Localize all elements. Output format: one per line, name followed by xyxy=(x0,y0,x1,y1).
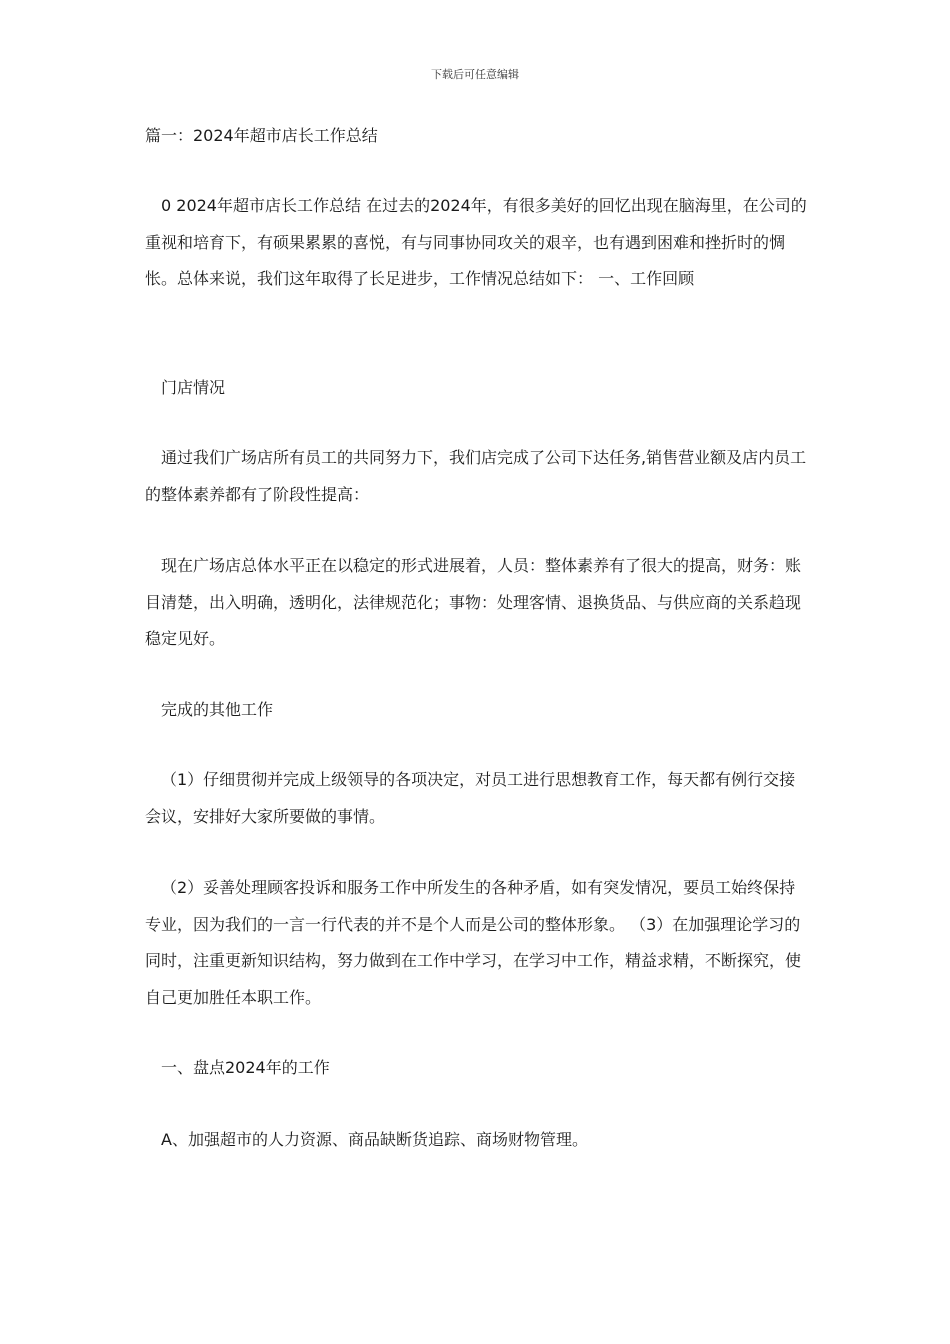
section-heading-other-work: 完成的其他工作 xyxy=(161,700,274,719)
section-heading-store: 门店情况 xyxy=(161,378,226,397)
section-heading-review: 一、盘点2024年的工作 xyxy=(161,1058,330,1077)
item-1-paragraph: （1）仔细贯彻并完成上级领导的各项决定，对员工进行思想教育工作，每天都有例行交接会议，安排好大家所要做的事情。 xyxy=(145,770,796,826)
store-paragraph: 通过我们广场店所有员工的共同努力下，我们店完成了公司下达任务,销售营业额及店内员工的整体素养都有了阶段性提高： xyxy=(145,448,807,504)
item-a-paragraph: A、加强超市的人力资源、商品缺断货追踪、商场财物管理。 xyxy=(161,1130,588,1149)
document-title: 篇一：2024年超市店长工作总结 xyxy=(145,126,378,145)
level-paragraph: 现在广场店总体水平正在以稳定的形式进展着，人员：整体素养有了很大的提高，财务：账目清楚，出入明确，透明化，法律规范化；事物：处理客情、退换货品、与供应商的关系趋现稳定见好。 xyxy=(145,556,802,648)
page-header: 下载后可任意编辑 xyxy=(431,68,519,81)
item-2-3-paragraph: （2）妥善处理顾客投诉和服务工作中所发生的各种矛盾，如有突发情况，要员工始终保持专业，因为我们的一言一行代表的并不是个人而是公司的整体形象。 （3）在加强理论学习的同时，注重更新知识结构，努力做到在工作中学习，在学习中工作，精益求精，不断探究，使自己更加胜任本职工作。 xyxy=(145,878,802,1007)
intro-paragraph: 0 2024年超市店长工作总结 在过去的2024年，有很多美好的回忆出现在脑海里，在公司的重视和培育下，有硕果累累的喜悦，有与同事协同攻关的艰辛，也有遇到困难和挫折时的惆怅。总体来说，我们这年取得了长足进步，工作情况总结如下： 一、工作回顾 xyxy=(145,196,807,288)
